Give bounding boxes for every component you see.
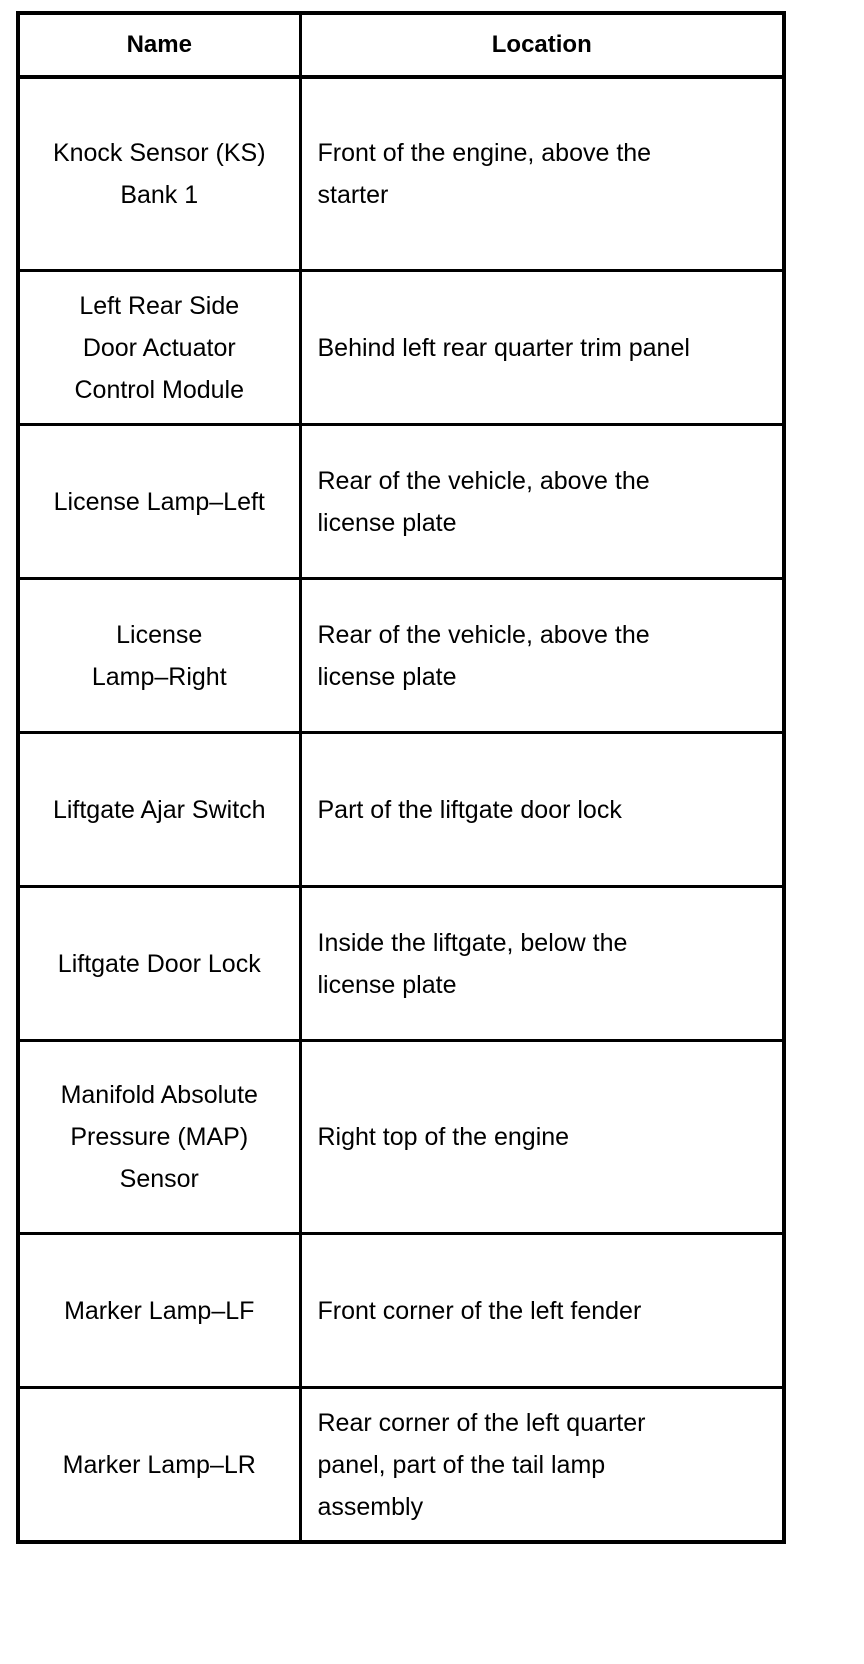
- table-row: [18, 1388, 784, 1543]
- component-location: Front corner of the left fender: [300, 1234, 784, 1388]
- table-row: [18, 1041, 784, 1234]
- component-location: Rear of the vehicle, above the license plate: [300, 425, 784, 579]
- component-location: Rear of the vehicle, above the license plate: [300, 579, 784, 733]
- component-location: Rear corner of the left quarter panel, part of the tail lamp assembly: [300, 1388, 784, 1543]
- component-name: Liftgate Door Lock: [18, 887, 300, 1041]
- component-location: Part of the liftgate door lock: [300, 733, 784, 887]
- table-row: [18, 579, 784, 733]
- table-header-row: [18, 13, 784, 77]
- component-location: Behind left rear quarter trim panel: [300, 271, 784, 425]
- component-location: Front of the engine, above the starter: [300, 77, 784, 271]
- table-row: [18, 425, 784, 579]
- component-name: Marker Lamp–LF: [18, 1234, 300, 1388]
- component-name: Knock Sensor (KS) Bank 1: [18, 77, 300, 271]
- table-row: [18, 271, 784, 425]
- component-location-table: [16, 11, 786, 1544]
- component-name: License Lamp–Left: [18, 425, 300, 579]
- component-location: Inside the liftgate, below the license plate: [300, 887, 784, 1041]
- column-header-name: Name: [18, 13, 300, 77]
- component-name: Manifold Absolute Pressure (MAP) Sensor: [18, 1041, 300, 1234]
- component-name: License Lamp–Right: [18, 579, 300, 733]
- table-row: [18, 77, 784, 271]
- component-name: Liftgate Ajar Switch: [18, 733, 300, 887]
- component-location: Right top of the engine: [300, 1041, 784, 1234]
- column-header-location: Location: [300, 13, 784, 77]
- component-name: Left Rear Side Door Actuator Control Module: [18, 271, 300, 425]
- table-row: [18, 887, 784, 1041]
- table-row: [18, 733, 784, 887]
- component-name: Marker Lamp–LR: [18, 1388, 300, 1543]
- table-row: [18, 1234, 784, 1388]
